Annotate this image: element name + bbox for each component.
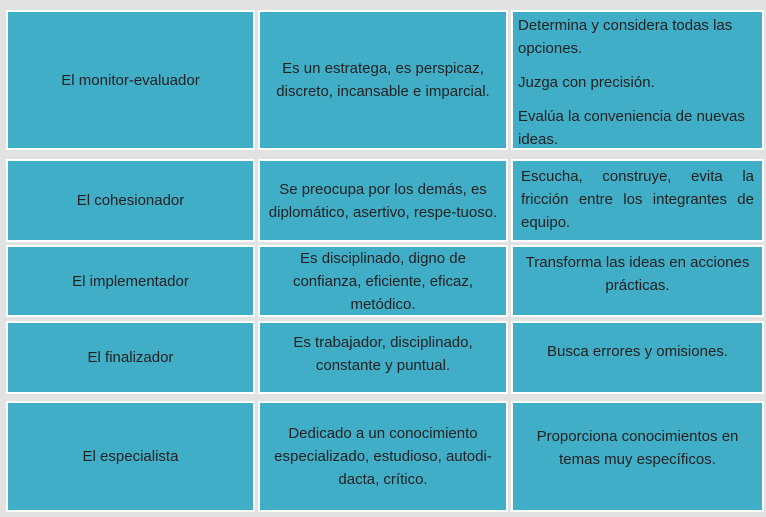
characteristics-cell [258,10,508,150]
functions-cell [511,159,764,242]
characteristics-text: Dedicado a un conocimiento especializado, estudioso, autodi-dacta, crítico. [274,425,492,488]
functions-cell [511,401,764,512]
role-label: El cohesionador [76,192,185,209]
role-label: El finalizador [87,349,174,366]
functions-cell [511,321,764,394]
function-item: Busca errores y omisiones. [547,343,728,360]
role-cell [6,245,255,317]
function-item: Determina y considera todas las opciones. [518,17,733,57]
characteristics-text: Es un estratega, es perspicaz, discreto, incansable e imparcial. [276,60,490,100]
characteristics-cell [258,159,508,242]
functions-cell [511,10,764,150]
characteristics-text: Se preocupa por los demás, es diplomático, asertivo, respe-tuoso. [268,180,498,221]
role-cell [6,159,255,242]
function-item: Evalúa la conveniencia de nuevas ideas. [518,108,745,148]
characteristics-cell [258,245,508,317]
function-item: Escucha, construye, evita la fricción entre los integrantes de equipo. [521,168,754,231]
role-cell [6,401,255,512]
role-cell [6,321,255,394]
characteristics-text: Es disciplinado, digno de confianza, eficiente, eficaz, metódico. [292,249,474,313]
role-label: El implementador [72,272,189,290]
function-item: Juzga con precisión. [518,74,655,91]
characteristics-cell [258,401,508,512]
characteristics-cell [258,321,508,394]
functions-cell [511,245,764,317]
role-cell [6,10,255,150]
role-label: El especialista [82,448,179,465]
function-item: Proporciona conocimientos en temas muy específicos. [536,428,739,468]
characteristics-text: Es trabajador, disciplinado, constante y puntual. [293,334,473,374]
role-label: El monitor-evaluador [61,71,200,89]
function-item: Transforma las ideas en acciones prácticas. [525,254,750,294]
